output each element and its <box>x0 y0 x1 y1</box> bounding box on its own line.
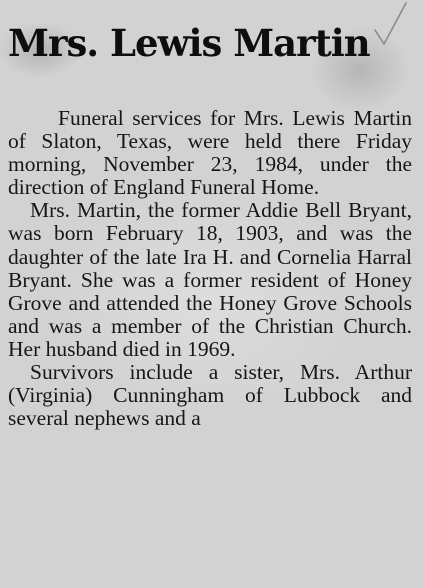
obituary-body <box>8 107 412 430</box>
paragraph-biography: Mrs. Martin, the former Addie Bell Bryant, was born February 18, 1903, and was the daughter of the late Ira H. and Cornelia Harral Bryant. She was a former resident of Honey Grove and attended the Honey Grove Schools and was a member of the Christian Church. Her husband died in 1969. <box>8 198 412 361</box>
check-mark-icon <box>373 0 409 52</box>
obituary-headline: Mrs. Lewis Martin <box>8 21 370 65</box>
paragraph-services: Funeral services for Mrs. Lewis Martin of Slaton, Texas, were held there Friday morning, November 23, 1984, under the direction of England Funeral Home. <box>8 106 412 200</box>
paragraph-survivors: Survivors include a sister, Mrs. Arthur (Virginia) Cunningham of Lubbock and several nephews and a <box>8 360 412 431</box>
